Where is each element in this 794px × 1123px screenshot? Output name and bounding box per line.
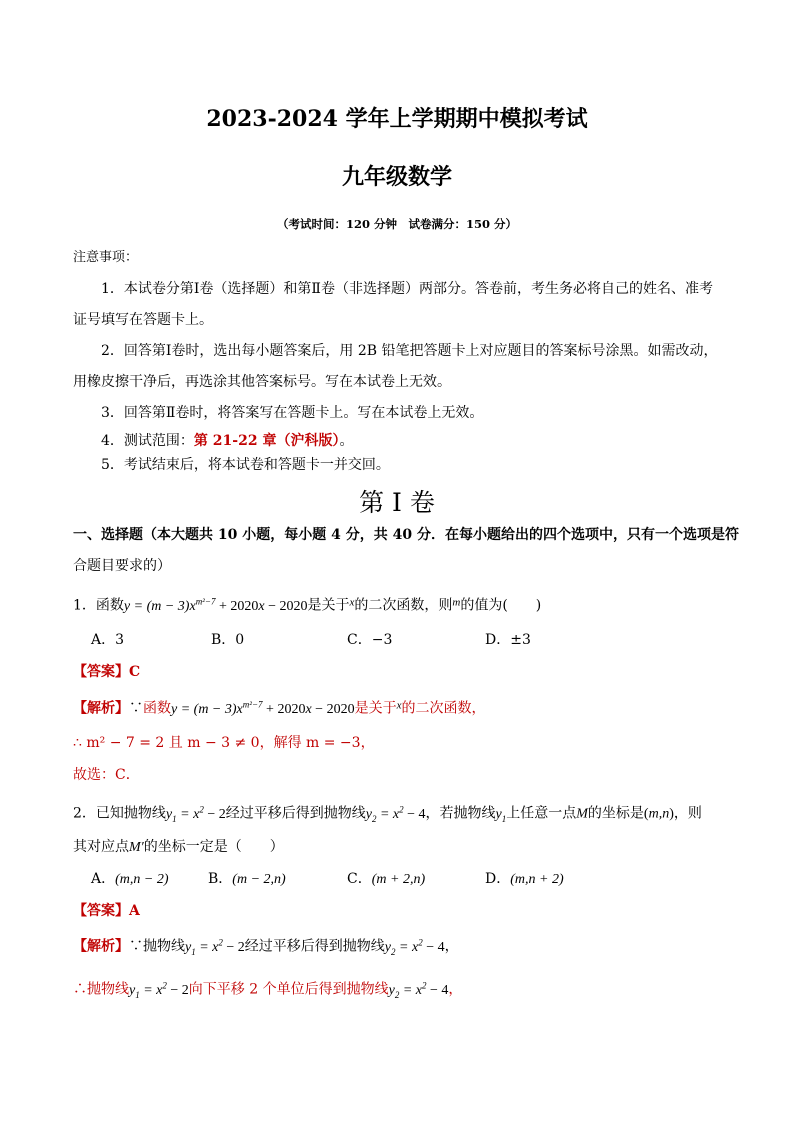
q1-analysis bbox=[73, 700, 485, 717]
q2-line1-c: ，若抛物线 bbox=[425, 805, 496, 822]
test-range: 第 21-22 章（沪科版） bbox=[193, 433, 340, 449]
q1-answer-label: 【答案】 bbox=[73, 664, 129, 680]
q2-analysis-b: 经过平移后得到抛物线 bbox=[244, 938, 385, 955]
q1-option-d: D．±3 bbox=[485, 632, 531, 648]
q1-analysis-label: 【解析】 bbox=[73, 700, 129, 717]
section-intro-line-2: 合题目要求的） bbox=[73, 558, 171, 574]
q2-analysis-c: ， bbox=[444, 938, 459, 955]
q1-variable-m: m bbox=[452, 596, 461, 609]
q1-analysis-suffix: 的二次函数， bbox=[401, 700, 486, 717]
q1-analysis-prefix: 函数 bbox=[143, 700, 171, 717]
exam-subject: 九年级数学 bbox=[341, 164, 452, 190]
q1-suffix: 的值为( ) bbox=[460, 597, 542, 614]
section-heading: 第 I 卷 bbox=[359, 488, 435, 517]
section-intro-a: 一、选择题（ bbox=[73, 527, 157, 543]
section-intro-b: 本大题共 10 小题，每小题 4 分，共 40 分．在每小题给出的四个选项中，只有一个选项是符 bbox=[157, 527, 739, 543]
q1-mid: 是关于 bbox=[307, 597, 350, 614]
because-icon: ∵ bbox=[129, 700, 143, 717]
q1-option-c: C．−3 bbox=[347, 632, 393, 648]
q2-therefore-line bbox=[73, 981, 462, 999]
q2-last-c: ， bbox=[448, 981, 463, 998]
q2-analysis-a: ∵抛物线 bbox=[129, 938, 185, 955]
q2-option-a: A．(m,n − 2) bbox=[91, 871, 169, 887]
exam-title: 2023-2024 学年上学期期中模拟考试 bbox=[206, 106, 588, 132]
q1-analysis-mid: 是关于 bbox=[354, 700, 397, 717]
q2-analysis-y2: $y_2 = x^2 - 4$ bbox=[384, 937, 445, 957]
note-1-line-1: 1．本试卷分第Ⅰ卷（选择题）和第Ⅱ卷（非选择题）两部分。答卷前，考生务必将自己的姓名、准考 bbox=[101, 281, 713, 297]
q1-choose: 故选：C． bbox=[73, 767, 140, 783]
q2-line2-b: 的坐标一定是（ ） bbox=[143, 839, 284, 855]
q2-line1-b: 经过平移后得到抛物线 bbox=[225, 805, 366, 822]
q2-option-d: D．(m,n + 2) bbox=[485, 871, 564, 887]
note-1-line-2: 证号填写在答题卡上。 bbox=[73, 312, 213, 328]
q1-mid2: 的二次函数，则 bbox=[354, 597, 453, 614]
q2-last-y1: $y_1 = x^2 - 2$ bbox=[129, 980, 189, 1000]
note-5: 5．考试结束后，将本试卷和答题卡一并交回。 bbox=[101, 457, 390, 473]
q2-last-b: 向下平移 2 个单位后得到抛物线 bbox=[188, 981, 389, 998]
note-4 bbox=[101, 434, 353, 448]
q2-last-a: ∴抛物线 bbox=[73, 981, 129, 998]
notes-heading: 注意事项： bbox=[73, 250, 139, 265]
q1-therefore-line: ∴ m² − 7 = 2 且 m − 3 ≠ 0，解得 m = −3， bbox=[73, 735, 375, 751]
section-intro-line-1 bbox=[73, 528, 739, 542]
question-1-stem bbox=[73, 597, 541, 614]
q1-analysis-x: x bbox=[396, 699, 402, 712]
note-2-line-1: 2．回答第Ⅰ卷时，选出每小题答案后，用 2B 铅笔把答题卡上对应题目的答案标号涂黑。如需改动， bbox=[101, 343, 718, 359]
q1-prefix: 1．函数 bbox=[73, 597, 124, 614]
q2-last-y2: $y_2 = x^2 - 4$ bbox=[388, 980, 449, 1000]
q2-option-b: B．(m − 2,n) bbox=[208, 871, 286, 887]
q2-point-m-prime: M′ bbox=[129, 840, 144, 855]
q2-line1-f: ，则 bbox=[673, 805, 702, 822]
q2-point-coords: (m,n) bbox=[643, 806, 674, 822]
q2-answer-label: 【答案】 bbox=[73, 903, 129, 919]
q1-analysis-formula: $y = (m - 3)x^{m^2-7} + 2020x - 2020$ bbox=[171, 699, 355, 717]
q2-parabola-y2: $y_2 = x^2 - 4$ bbox=[365, 804, 426, 824]
q1-function-formula: $y = (m - 3)x^{m^2-7} + 2020x - 2020$ bbox=[123, 596, 308, 614]
note-3: 3．回答第Ⅱ卷时，将答案写在答题卡上。写在本试卷上无效。 bbox=[101, 405, 484, 421]
q2-answer bbox=[73, 904, 140, 918]
note-4-prefix: 4．测试范围： bbox=[101, 433, 194, 449]
q1-answer-value: C bbox=[129, 664, 141, 680]
q2-line2-a: 其对应点 bbox=[73, 839, 129, 855]
q2-point-m: M bbox=[576, 806, 588, 822]
q2-analysis bbox=[73, 938, 459, 956]
q2-option-c: C．(m + 2,n) bbox=[347, 871, 426, 887]
q2-analysis-y1: $y_1 = x^2 - 2$ bbox=[185, 937, 245, 957]
q2-line1-d: 上任意一点 bbox=[506, 805, 577, 822]
q1-option-a: A．3 bbox=[91, 632, 125, 648]
question-2-stem-line-1 bbox=[73, 805, 702, 823]
q2-analysis-label: 【解析】 bbox=[73, 938, 129, 955]
q2-parabola-y1: $y_1 = x^2 - 2$ bbox=[165, 804, 226, 824]
q1-variable-x: x bbox=[349, 596, 355, 609]
question-2-stem-line-2 bbox=[73, 840, 284, 855]
exam-info: （考试时间：120 分钟 试卷满分：150 分） bbox=[276, 217, 517, 231]
note-2-line-2: 用橡皮擦干净后，再选涂其他答案标号。写在本试卷上无效。 bbox=[73, 374, 451, 390]
q2-line1-a: 2．已知抛物线 bbox=[73, 805, 166, 822]
q2-line1-e: 的坐标是 bbox=[587, 805, 644, 822]
q1-option-b: B．0 bbox=[211, 632, 245, 648]
q2-y1-ref: $y_1$ bbox=[495, 806, 507, 824]
note-4-suffix: 。 bbox=[339, 433, 354, 449]
q1-answer bbox=[73, 665, 140, 679]
q2-answer-value: A bbox=[129, 903, 140, 919]
